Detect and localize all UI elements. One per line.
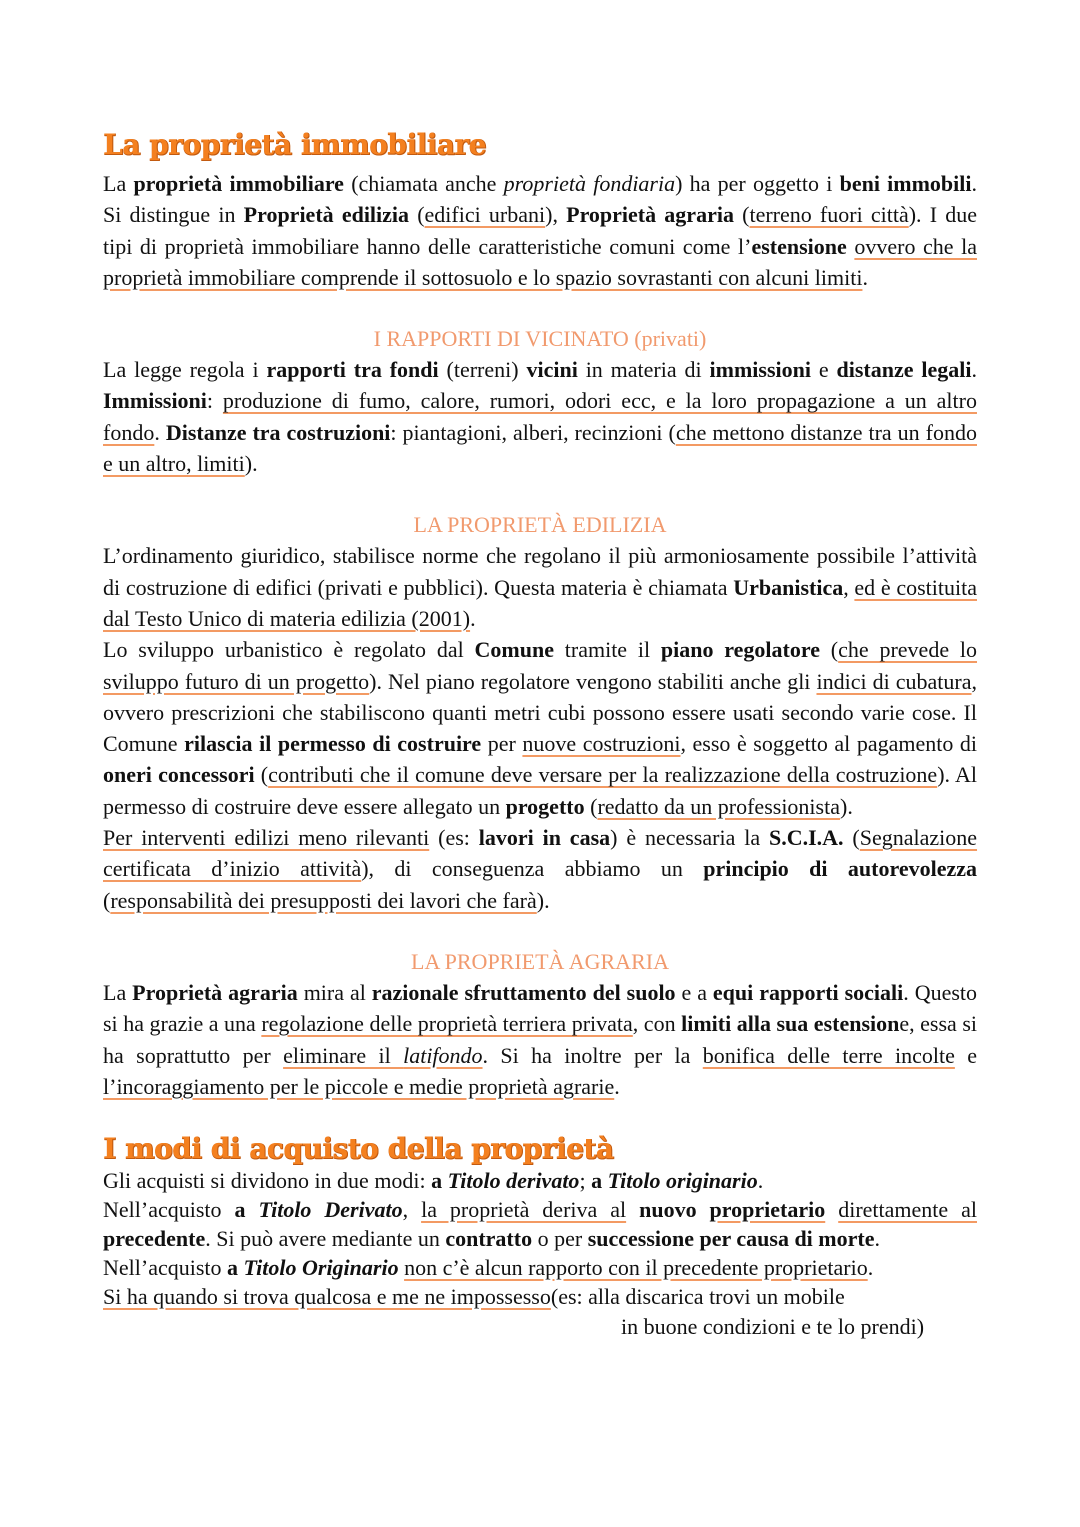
heading-rapporti-di-vicinato: I RAPPORTI DI VICINATO (privati) [373, 326, 707, 352]
paragraph-titolo-originario: Nell’acquisto a Titolo Originario non c’è alcun rapporto con il precedente proprietario. [103, 1255, 874, 1281]
paragraph-edilizia-3: Per interventi edilizi meno rilevanti (es: lavori in casa) è necessaria la S.C.I.A. (Segnalazione certificata d’inizio attività), di conseguenza abbiamo un principio di autorevolezza (responsabilità dei presupposti dei lavori che farà). [103, 825, 978, 913]
paragraph-titolo-originario-example [103, 1282, 977, 1341]
paragraph-titolo-derivato: Nell’acquisto a Titolo Derivato, la proprietà deriva al nuovo proprietario direttamente al precedente. Si può avere mediante un contratto o per successione per causa di morte. [103, 1197, 977, 1252]
impossesso-text: Si ha quando si trova qualcosa e me ne impossesso [103, 1284, 551, 1310]
example-line-2: in buone condizioni e te lo prendi) [621, 1314, 925, 1340]
document-page [103, 128, 977, 1341]
heading-proprieta-agraria: LA PROPRIETÀ AGRARIA [411, 948, 669, 974]
paragraph-rapporti-di-vicinato: La legge regola i rapporti tra fondi (terreni) vicini in materia di immissioni e distanze legali. Immissioni: produzione di fumo, calore, rumori, odori ecc, e la loro propagazione a un altro fondo. Distanze tra costruzioni: piantagioni, alberi, recinzioni (che mettono distanze tra un fondo e un altro, limiti). [103, 357, 977, 477]
paragraph-acquisto-intro: Gli acquisti si dividono in due modi: a Titolo derivato; a Titolo originario. [103, 1168, 764, 1194]
paragraph-proprieta-agraria: La Proprietà agraria mira al razionale sfruttamento del suolo e a equi rapporti sociali. Questo si ha grazie a una regolazione delle proprietà terriera privata, con limiti alla sua estensione, essa si ha soprattutto per eliminare il latifondo. Si ha inoltre per la bonifica delle terre incolte e l’incoraggiamento per le piccole e medie proprietà agrarie. [103, 979, 978, 1099]
paragraph-proprieta-immobiliare: La proprietà immobiliare (chiamata anche proprietà fondiaria) ha per oggetto i beni immobili. Si distingue in Proprietà edilizia (edifici urbani), Proprietà agraria (terreno fuori città). I due tipi di proprietà immobiliare hanno delle caratteristiche comuni come l’estensione ovvero che la proprietà immobiliare comprende il sottosuolo e lo spazio sovrastanti con alcuni limiti. [103, 171, 978, 290]
section-title-proprieta-immobiliare: La proprietà immobiliare [103, 128, 486, 161]
paragraph-edilizia-2: Lo sviluppo urbanistico è regolato dal Comune tramite il piano regolatore (che prevede lo sviluppo futuro di un progetto). Nel piano regolatore vengono stabiliti anche gli indici di cubatura, ovvero prescrizioni che stabiliscono quanti metri cubi possono essere usati secondo varie cose. Il Comune rilascia il permesso di costruire per nuove costruzioni, esso è soggetto al pagamento di oneri concessori (contributi che il comune deve versare per la realizzazione della costruzione). Al permesso di costruire deve essere allegato un progetto (redatto da un professionista). [103, 637, 978, 819]
example-line-1: (es: alla discarica trovi un mobile [550, 1284, 845, 1310]
section-title-modi-di-acquisto: I modi di acquisto della proprietà [103, 1132, 614, 1166]
heading-proprieta-edilizia: LA PROPRIETÀ EDILIZIA [413, 512, 667, 538]
paragraph-edilizia-1: L’ordinamento giuridico, stabilisce norme che regolano il più armoniosamente possibile l’attività di costruzione di edifici (privati e pubblici). Questa materia è chiamata Urbanistica, ed è costituita dal Testo Unico di materia edilizia (2001). [103, 543, 977, 631]
